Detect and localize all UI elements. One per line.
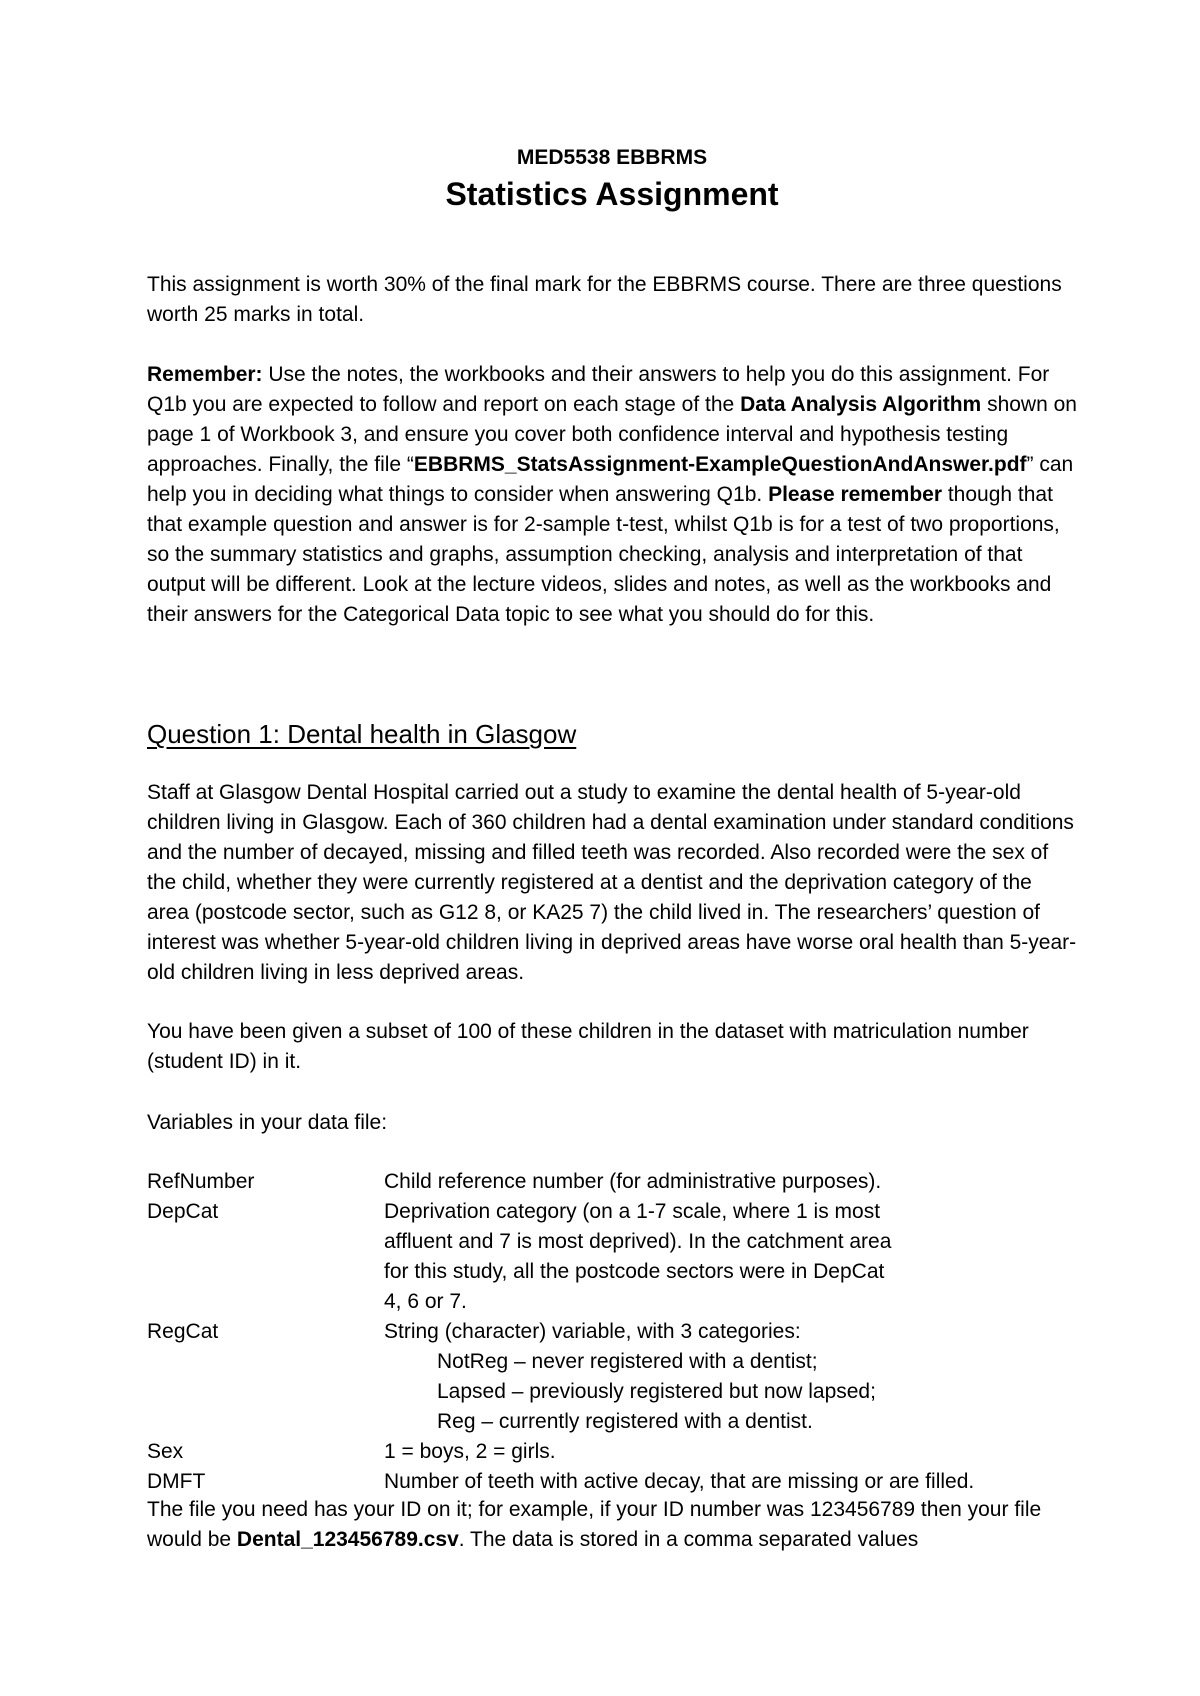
remember-label: Remember: bbox=[147, 363, 263, 386]
variable-name: Sex bbox=[147, 1440, 184, 1463]
remember-paragraph bbox=[147, 360, 1077, 630]
variable-description bbox=[384, 1317, 1077, 1437]
file-text-2: . The data is stored in a comma separated values bbox=[458, 1528, 919, 1551]
course-code: MED5538 EBBRMS bbox=[516, 146, 708, 169]
variables-intro: Variables in your data file: bbox=[147, 1111, 388, 1134]
variable-description: 1 = boys, 2 = girls. bbox=[384, 1440, 556, 1463]
variable-description: Number of teeth with active decay, that are missing or are filled. bbox=[384, 1470, 975, 1493]
regcat-description: String (character) variable, with 3 categories: bbox=[384, 1320, 801, 1343]
remember-text-3: ” can help you in deciding what things to consider when answering Q1b. bbox=[147, 453, 1074, 506]
remember-text-1: Use the notes, the workbooks and their answers to help you do this assignment. For Q1b you are expected to follow and report on each stage of the bbox=[147, 363, 1050, 416]
intro-paragraph: This assignment is worth 30% of the final mark for the EBBRMS course. There are three questions worth 25 marks in total. bbox=[147, 273, 1062, 326]
variable-description: Deprivation category (on a 1-7 scale, where 1 is most affluent and 7 is most deprived). In the catchment area for this study, all the postcode sectors were in DepCat 4, 6 or 7. bbox=[384, 1200, 892, 1313]
variable-name: RefNumber bbox=[147, 1170, 255, 1193]
variables-table bbox=[147, 1167, 1077, 1497]
variable-description: Child reference number (for administrative purposes). bbox=[384, 1170, 882, 1193]
variable-name: RegCat bbox=[147, 1320, 219, 1343]
data-analysis-algorithm-term: Data Analysis Algorithm bbox=[740, 393, 982, 416]
variable-row bbox=[147, 1317, 1077, 1437]
variable-name: DepCat bbox=[147, 1200, 219, 1223]
variable-row bbox=[147, 1437, 1077, 1467]
variable-row bbox=[147, 1167, 1077, 1197]
variable-row bbox=[147, 1467, 1077, 1497]
remember-text-2: shown on page 1 of Workbook 3, and ensure you cover both confidence interval and hypothesis testing approaches. Finally, the file “ bbox=[147, 393, 1077, 476]
remember-text-4: though that that example question and answer is for 2-sample t-test, whilst Q1b is for a test of two proportions, so the summary statistics and graphs, assumption checking, analysis and interpretation of that output will be different. Look at the lecture videos, slides and notes, as well as the workbooks and their answers for the Categorical Data topic to see what you should do for this. bbox=[147, 483, 1060, 626]
data-file-paragraph bbox=[147, 1495, 1077, 1555]
question-1-heading: Question 1: Dental health in Glasgow bbox=[147, 719, 577, 749]
file-text-1: The file you need has your ID on it; for example, if your ID number was 123456789 then your file would be bbox=[147, 1498, 1042, 1551]
regcat-category: Lapsed – previously registered but now lapsed; bbox=[437, 1380, 876, 1403]
regcat-category: NotReg – never registered with a dentist; bbox=[437, 1350, 818, 1373]
example-file-name: EBBRMS_StatsAssignment-ExampleQuestionAndAnswer.pdf bbox=[413, 453, 1027, 476]
variable-row bbox=[147, 1197, 1077, 1317]
subset-paragraph: You have been given a subset of 100 of these children in the dataset with matriculation number (student ID) in it. bbox=[147, 1020, 1029, 1073]
variable-name: DMFT bbox=[147, 1470, 206, 1493]
question-1-body: Staff at Glasgow Dental Hospital carried out a study to examine the dental health of 5-year-old children living in Glasgow. Each of 360 children had a dental examination under standard conditions and the number of decayed, missing and filled teeth was recorded. Also recorded were the sex of the child, whether they were currently registered at a dentist and the deprivation category of the area (postcode sector, such as G12 8, or KA25 7) the child lived in. The researchers’ question of interest was whether 5-year-old children living in deprived areas have worse oral health than 5-year-old children living in less deprived areas. bbox=[147, 781, 1077, 984]
please-remember-label: Please remember bbox=[768, 483, 943, 506]
data-file-name: Dental_123456789.csv bbox=[236, 1528, 459, 1551]
regcat-category: Reg – currently registered with a dentist. bbox=[437, 1410, 813, 1433]
document-title: Statistics Assignment bbox=[445, 176, 779, 212]
